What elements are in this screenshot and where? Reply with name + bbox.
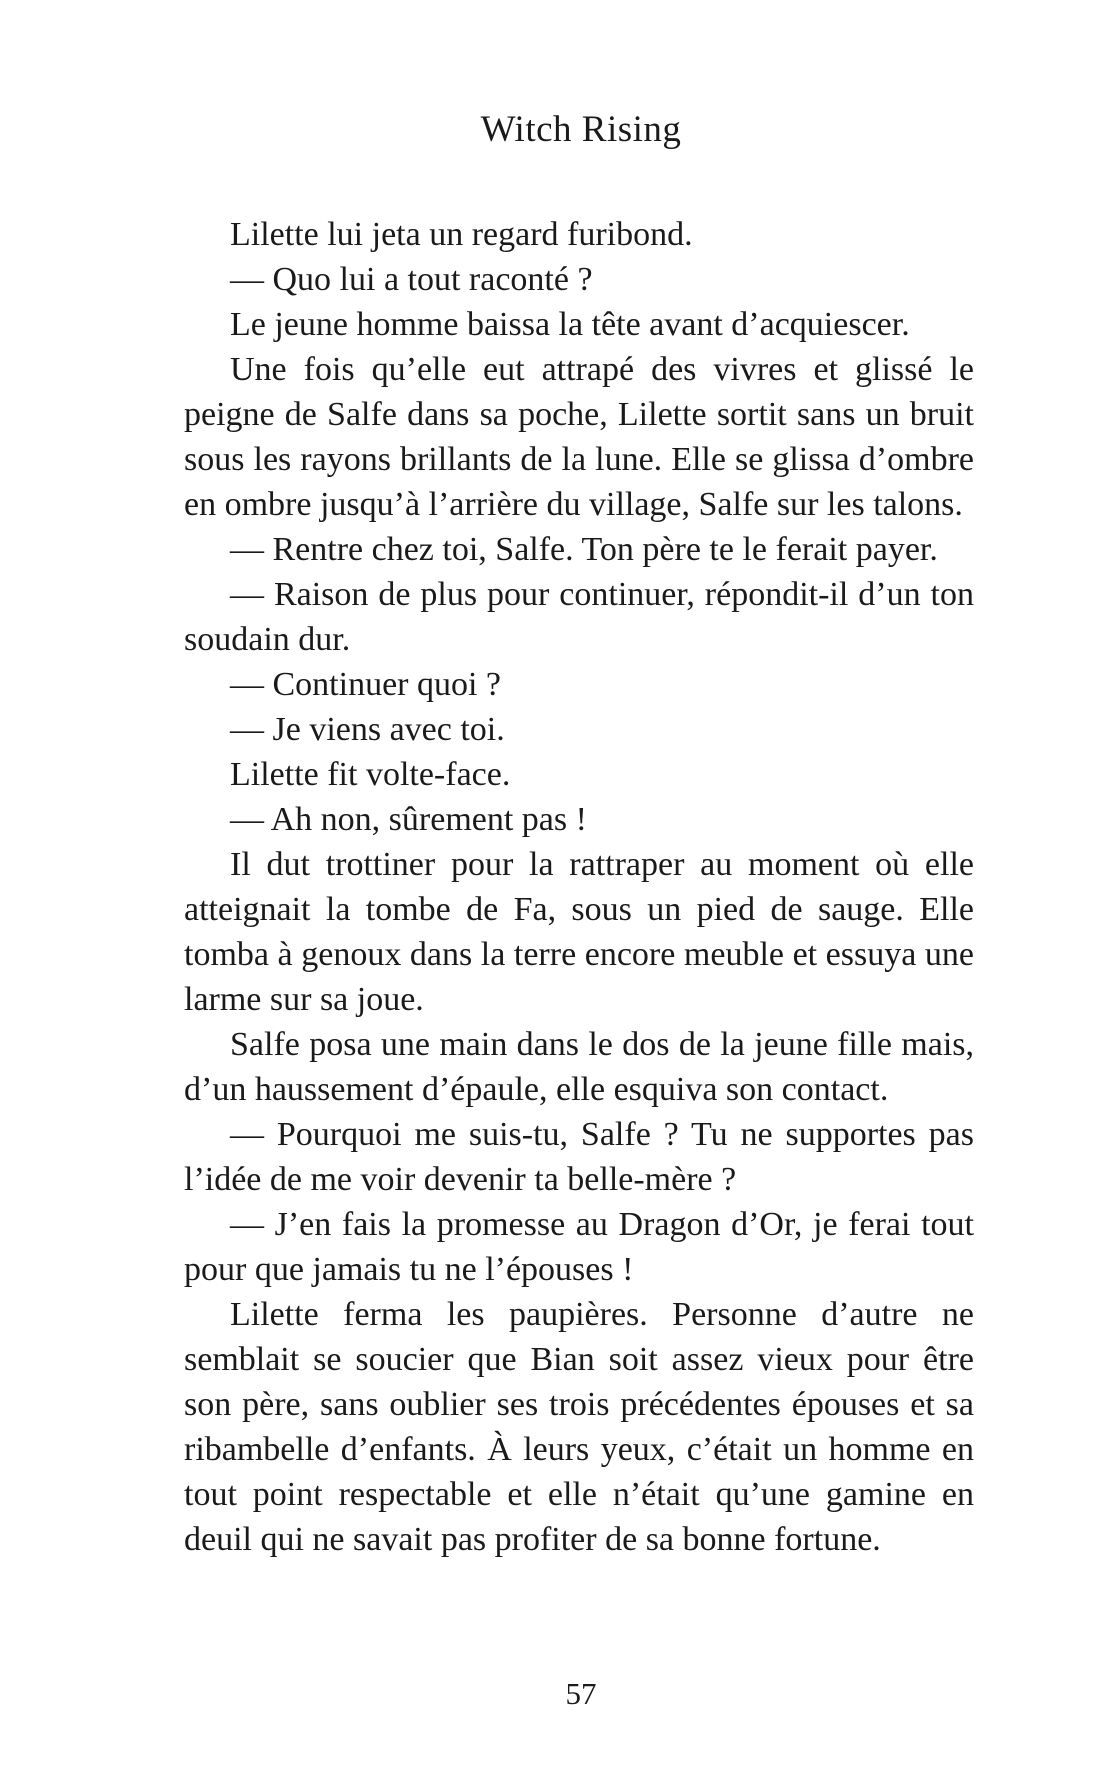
page-number: 57 [565, 1676, 597, 1711]
running-header: Witch Rising [480, 109, 682, 150]
paragraph: Lilette fit volte-face. [230, 756, 511, 793]
paragraph: Il dut trottiner pour la rattraper au moment où elle atteignait la tombe de Fa, sous un pied de sauge. Elle tomba à genoux dans la terre encore meuble et essuya une larme sur sa joue. [184, 846, 974, 1018]
paragraph: — Rentre chez toi, Salfe. Ton père te le ferait payer. [230, 531, 938, 568]
paragraph: Le jeune homme baissa la tête avant d’acquiescer. [230, 306, 910, 343]
paragraph: — J’en fais la promesse au Dragon d’Or, je ferai tout pour que jamais tu ne l’épouses ! [184, 1206, 974, 1288]
paragraph: Lilette ferma les paupières. Personne d’autre ne semblait se soucier que Bian soit assez vieux pour être son père, sans oublier ses trois précédentes épouses et sa ribambelle d’enfants. À leurs yeux, c’était un homme en tout point respectable et elle n’était qu’une gamine en deuil qui ne savait pas profiter de sa bonne fortune. [184, 1296, 974, 1558]
paragraph: — Pourquoi me suis-tu, Salfe ? Tu ne supportes pas l’idée de me voir devenir ta belle-mère ? [184, 1116, 974, 1198]
paragraph: — Ah non, sûrement pas ! [230, 801, 587, 838]
paragraph: Une fois qu’elle eut attrapé des vivres et glissé le peigne de Salfe dans sa poche, Lilette sortit sans un bruit sous les rayons brillants de la lune. Elle se glissa d’ombre en ombre jusqu’à l’arrière du village, Salfe sur les talons. [184, 351, 974, 523]
body-text [184, 212, 974, 1562]
paragraph: — Raison de plus pour continuer, répondit-il d’un ton soudain dur. [184, 576, 974, 658]
paragraph: Salfe posa une main dans le dos de la jeune fille mais, d’un haussement d’épaule, elle esquiva son contact. [184, 1026, 974, 1108]
paragraph: — Quo lui a tout raconté ? [230, 261, 593, 298]
paragraph: — Je viens avec toi. [230, 711, 505, 748]
paragraph: — Continuer quoi ? [230, 666, 502, 703]
paragraph: Lilette lui jeta un regard furibond. [230, 216, 693, 253]
